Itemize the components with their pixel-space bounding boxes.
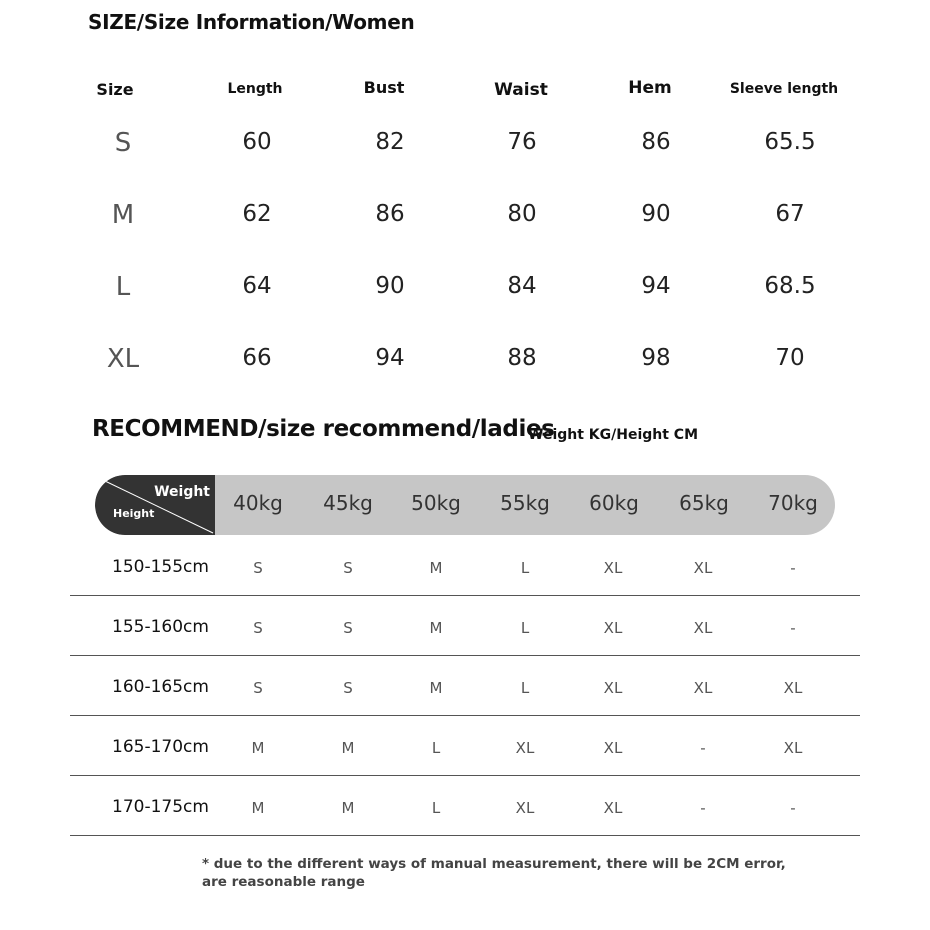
recommended-size-cell: L [520,679,530,697]
recommended-size-cell: L [520,619,530,637]
height-range-label: 160-165cm [112,677,209,697]
size-table-cell: 65.5 [764,129,816,155]
size-table-cell: 86 [641,129,671,155]
size-table-cell: 94 [641,273,671,299]
footnote-line-1: * due to the different ways of manual measurement, there will be 2CM error, [202,856,786,872]
size-chart-title: SIZE/Size Information/Women [88,10,415,34]
weight-column-label: 55kg [500,491,550,515]
weight-column-label: 50kg [411,491,461,515]
size-label: XL [106,344,140,374]
size-table-header: Size [96,80,134,99]
row-divider [70,595,860,596]
recommended-size-cell: M [251,799,265,817]
recommended-size-cell: S [253,619,263,637]
recommended-size-cell: XL [603,619,623,637]
recommended-size-cell: - [790,559,796,577]
recommended-size-cell: - [790,619,796,637]
size-table-cell: 76 [507,129,537,155]
corner-weight-label: Weight [154,484,210,500]
recommended-size-cell: XL [783,739,803,757]
size-table-cell: 84 [507,273,537,299]
size-table-cell: 68.5 [764,273,816,299]
recommended-size-cell: XL [603,739,623,757]
weight-header-bar [95,475,835,535]
size-table-cell: 94 [375,345,405,371]
recommended-size-cell: XL [693,619,713,637]
recommended-size-cell: S [343,679,353,697]
size-table-cell: 67 [775,201,805,227]
recommended-size-cell: M [251,739,265,757]
recommended-size-cell: S [343,559,353,577]
size-table-cell: 90 [375,273,405,299]
size-table-cell: 66 [242,345,272,371]
footnote [202,855,786,891]
size-table-cell: 90 [641,201,671,227]
weight-column-label: 45kg [323,491,373,515]
recommended-size-cell: M [429,619,443,637]
recommended-size-cell: XL [515,799,535,817]
footnote-line-2: are reasonable range [202,874,365,890]
size-table-header: Length [227,81,283,97]
size-table-cell: 80 [507,201,537,227]
size-table-cell: 86 [375,201,405,227]
recommend-unit-note: Weight KG/Height CM [528,427,699,443]
height-range-label: 155-160cm [112,617,209,637]
size-label: L [115,272,131,302]
recommended-size-cell: L [520,559,530,577]
recommend-title: RECOMMEND/size recommend/ladies [92,416,555,442]
weight-column-label: 70kg [768,491,818,515]
row-divider [70,715,860,716]
recommended-size-cell: - [790,799,796,817]
recommended-size-cell: L [431,739,441,757]
recommended-size-cell: XL [783,679,803,697]
weight-height-corner [95,475,215,535]
row-divider [70,835,860,836]
size-table-cell: 64 [242,273,272,299]
corner-height-label: Height [113,507,155,520]
recommended-size-cell: M [429,559,443,577]
recommended-size-cell: M [341,739,355,757]
row-divider [70,775,860,776]
size-table-cell: 70 [775,345,805,371]
height-range-label: 165-170cm [112,737,209,757]
recommended-size-cell: M [341,799,355,817]
size-table-cell: 60 [242,129,272,155]
recommended-size-cell: XL [693,559,713,577]
size-table-header: Hem [628,78,672,98]
recommended-size-cell: S [253,679,263,697]
recommended-size-cell: S [253,559,263,577]
weight-column-label: 40kg [233,491,283,515]
size-table-cell: 82 [375,129,405,155]
recommended-size-cell: M [429,679,443,697]
size-table-header: Sleeve length [729,81,839,97]
height-range-label: 170-175cm [112,797,209,817]
size-label: S [114,128,132,158]
size-table-header: Bust [363,78,405,97]
recommended-size-cell: S [343,619,353,637]
size-label: M [111,200,135,230]
height-range-label: 150-155cm [112,557,209,577]
recommended-size-cell: XL [603,559,623,577]
recommended-size-cell: L [431,799,441,817]
recommended-size-cell: XL [603,799,623,817]
recommended-size-cell: - [700,799,706,817]
recommended-size-cell: XL [515,739,535,757]
size-table-cell: 62 [242,201,272,227]
recommended-size-cell: XL [693,679,713,697]
size-table-cell: 88 [507,345,537,371]
size-table-cell: 98 [641,345,671,371]
recommended-size-cell: XL [603,679,623,697]
size-table-header: Waist [494,80,548,100]
row-divider [70,655,860,656]
recommended-size-cell: - [700,739,706,757]
weight-column-label: 60kg [589,491,639,515]
weight-column-label: 65kg [679,491,729,515]
